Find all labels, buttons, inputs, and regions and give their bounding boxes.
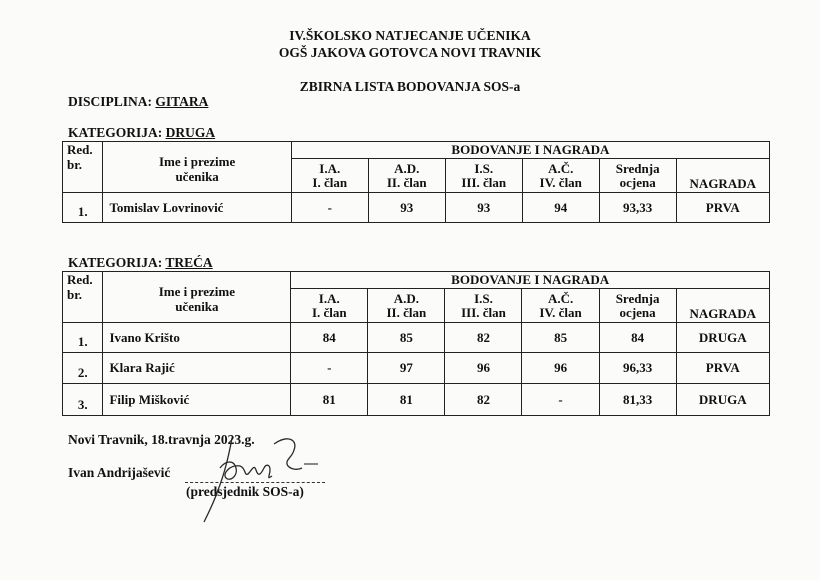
col-header-judge3: I.S. III. član (445, 289, 522, 323)
category-value: TREĆA (165, 255, 213, 270)
row-number: 2. (63, 353, 103, 384)
score-average: 93,33 (599, 193, 676, 223)
table-row (63, 353, 770, 384)
category-heading (68, 125, 215, 141)
row-number: 1. (63, 193, 103, 223)
col-header-judge1: I.A. I. član (291, 289, 368, 323)
list-title: ZBIRNA LISTA BODOVANJA SOS-a (299, 79, 521, 94)
score-judge4: 96 (522, 353, 599, 384)
student-name: Filip Mišković (103, 384, 291, 416)
discipline-label: DISCIPLINA: (68, 94, 153, 109)
discipline-value: GITARA (155, 94, 209, 109)
group-header: BODOVANJE I NAGRADA (291, 272, 770, 289)
name-header-line1: Ime i prezime (158, 154, 236, 169)
col-header-award: NAGRADA (676, 159, 769, 193)
category-value: DRUGA (165, 125, 216, 140)
score-judge4: 85 (522, 323, 599, 353)
col-header-award: NAGRADA (676, 289, 769, 323)
row-number: 3. (63, 384, 103, 416)
score-average: 84 (599, 323, 676, 353)
col-header-average: Srednja ocjena (599, 289, 676, 323)
student-name: Tomislav Lovrinović (103, 193, 291, 223)
place-date: Novi Travnik, 18.travnja 2023.g. (68, 432, 255, 447)
score-judge4: 94 (522, 193, 599, 223)
award: DRUGA (676, 384, 769, 416)
row-number: 1. (63, 323, 103, 353)
col-header-judge2: A.D. II. član (368, 159, 445, 193)
group-header: BODOVANJE I NAGRADA (291, 142, 769, 159)
score-judge3: 82 (445, 323, 522, 353)
student-name: Klara Rajić (103, 353, 291, 384)
col-header-judge4: A.Č. IV. član (522, 289, 599, 323)
col-header-judge4: A.Č. IV. član (522, 159, 599, 193)
category-label: KATEGORIJA: (68, 255, 163, 270)
score-judge3: 96 (445, 353, 522, 384)
col-header-red-br: Red. br. (63, 272, 103, 323)
student-name: Ivano Krišto (103, 323, 291, 353)
score-judge3: 93 (445, 193, 522, 223)
score-judge1: - (291, 193, 368, 223)
score-judge1: 81 (291, 384, 368, 416)
col-header-red-br: Red. br. (63, 142, 103, 193)
score-judge1: - (291, 353, 368, 384)
discipline-line (68, 94, 208, 110)
col-header-judge3: I.S. III. član (445, 159, 522, 193)
scores-table-treca (62, 271, 770, 416)
col-header-judge2: A.D. II. član (368, 289, 445, 323)
award: PRVA (676, 193, 769, 223)
award: PRVA (676, 353, 769, 384)
table-row (63, 323, 770, 353)
score-judge2: 93 (368, 193, 445, 223)
name-header-line1: Ime i prezime (158, 284, 236, 299)
col-header-average: Srednja ocjena (599, 159, 676, 193)
score-judge4: - (522, 384, 599, 416)
col-header-name (103, 272, 291, 323)
signatory-name: Ivan Andrijašević (68, 465, 171, 480)
score-judge2: 81 (368, 384, 445, 416)
name-header-line2: učenika (175, 299, 219, 314)
score-judge3: 82 (445, 384, 522, 416)
handwritten-signature (200, 430, 330, 525)
award: DRUGA (676, 323, 769, 353)
score-average: 96,33 (599, 353, 676, 384)
header-line-1: IV.ŠKOLSKO NATJECANJE UČENIKA (289, 28, 531, 43)
name-header-line2: učenika (175, 169, 219, 184)
table-row (63, 193, 770, 223)
col-header-name (103, 142, 291, 193)
score-judge2: 97 (368, 353, 445, 384)
score-average: 81,33 (599, 384, 676, 416)
col-header-judge1: I.A. I. član (291, 159, 368, 193)
score-judge1: 84 (291, 323, 368, 353)
scores-table-druga (62, 141, 770, 223)
category-label: KATEGORIJA: (68, 125, 163, 140)
signatory-role: (predsjednik SOS-a) (186, 484, 304, 499)
category-heading (68, 255, 213, 271)
header-line-2: OGŠ JAKOVA GOTOVCA NOVI TRAVNIK (278, 45, 542, 60)
score-judge2: 85 (368, 323, 445, 353)
table-row (63, 384, 770, 416)
